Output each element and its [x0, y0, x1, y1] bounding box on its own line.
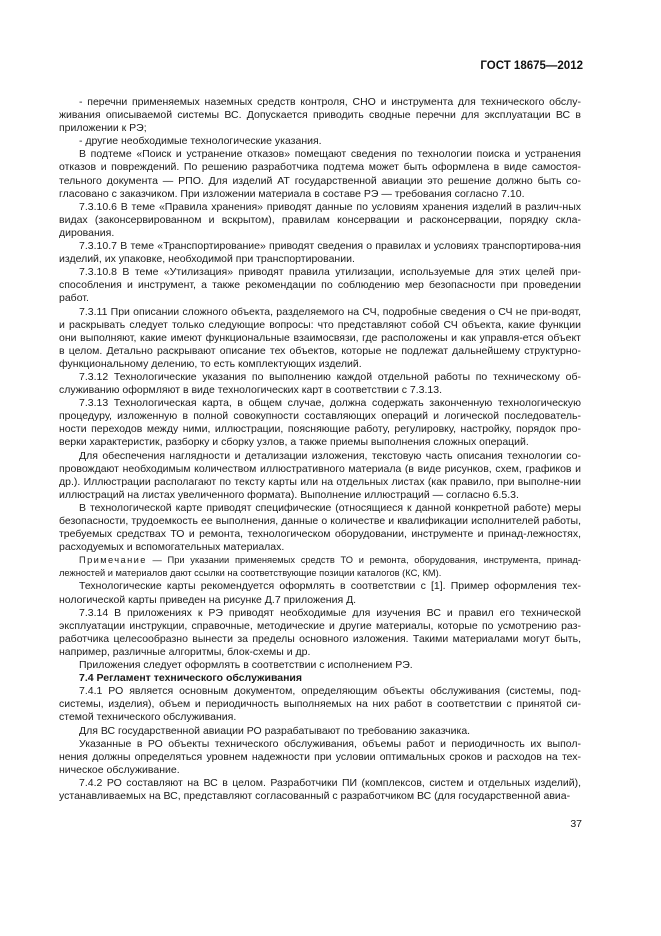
note-text: — При указании применяемых средств ТО и ремонта, оборудования, инструмента, принад-лежностей и материалов дают ссылки на соответствующие позиции каталогов (КС, КМ). [59, 555, 581, 579]
paragraph: Для обеспечения наглядности и детализации изложения, текстовую часть описания технологии со-провождают необходимым количеством иллюстративного материала (в виде рисунков, схем, графиков и др.). Иллюстрации располагают по тексту карты или на отдельных листах (как правило, при выполне-нии иллюстраций на листах увеличенного формата). Выполнение иллюстраций — согласно 6.5.3. [59, 449, 581, 501]
paragraph: 7.3.10.6 В теме «Правила хранения» приводят данные по условиям хранения изделий в различ-ных видах (законсервированном и вскрытом), правилам консервации и расконсервации, порядку скла-дирования. [59, 200, 581, 239]
paragraph: Указанные в РО объекты технического обслуживания, объемы работ и периодичность их выпол-нения должны определяться уровнем надежности при условии оптимальных сроков и расходов на тех-ническое обслуживание. [59, 737, 581, 776]
note-label: Примечание [79, 555, 147, 566]
paragraph: 7.4.1 РО является основным документом, определяющим объекты обслуживания (системы, под-системы, изделия), объем и периодичность выполняемых на них работ в соответствии с принятой си-стемой технического обслуживания. [59, 685, 581, 724]
paragraph: 7.3.14 В приложениях к РЭ приводят необходимые для изучения ВС и правил его технической эксплуатации инструкции, справочные, методические и другие материалы, которые по усмотрению раз-работчика целесообразно вынести за пределы основного изложения. Такими материалами могут быть, например, различные алгоритмы, блок-схемы и др. [59, 606, 581, 658]
paragraph: - другие необходимые технологические указания. [79, 135, 322, 148]
paragraph: В подтеме «Поиск и устранение отказов» помещают сведения по технологии поиска и устранения отказов и повреждений. По решению разработчика подтема может быть оформлена в виде самостоя-тельного документа — РПО. Для изделий АТ государственной авиации это решение должно быть со-гласовано с заказчиком. При изложении материала в составе РЭ — требования согласно 7.10. [59, 148, 581, 200]
paragraph: - перечни применяемых наземных средств контроля, СНО и инструмента для технического обслу-живания описываемой системы ВС. Допускается приводить сводные перечни для эксплуатации ВС в приложении к РЭ; [59, 96, 581, 135]
page-number: 37 [570, 818, 582, 830]
body-text [59, 96, 581, 803]
standard-header: ГОСТ 18675—2012 [480, 60, 583, 72]
note [59, 554, 581, 580]
paragraph: Приложения следует оформлять в соответствии с исполнением РЭ. [79, 659, 413, 672]
paragraph: В технологической карте приводят специфические (относящиеся к данной конкретной работе) меры безопасности, трудоемкость ее выполнения, данные о количестве и квалификации исполнителей работы, требуемых средствах ТО и ремонта, технологическом оборудовании, инструменте и принад-лежностях, расходуемых и вспомогательных материалах. [59, 501, 581, 554]
paragraph: 7.3.10.7 В теме «Транспортирование» приводят сведения о правилах и условиях транспортирова-ния изделий, их упаковке, необходимой при транспортировании. [59, 240, 581, 266]
paragraph: Технологические карты рекомендуется оформлять в соответствии с [1]. Пример оформления тех-нологической карты приведен на рисунке Д.7 приложения Д. [59, 580, 581, 606]
section-heading: 7.4 Регламент технического обслуживания [79, 672, 303, 685]
paragraph: 7.3.13 Технологическая карта, в общем случае, должна содержать законченную технологическую процедуру, изложенную в полной совокупности составляющих операций и логической последователь-ности переходов между ними, иллюстрации, поясняющие работу, регулировку, настройку, порядок про-верки характеристик, разборку и сборку узлов, а также приемы выполнения сложных операций. [59, 397, 581, 449]
paragraph: 7.4.2 РО составляют на ВС в целом. Разработчики ПИ (комплексов, систем и отдельных изделий), устанавливаемых на ВС, представляют согласованный с разработчиком ВС (для государственной авиа- [59, 776, 581, 802]
paragraph: Для ВС государственной авиации РО разрабатывают по требованию заказчика. [79, 724, 471, 737]
paragraph: 7.3.12 Технологические указания по выполнению каждой отдельной работы по техническому об-служиванию оформляют в виде технологических карт в соответствии с 7.3.13. [59, 370, 581, 397]
paragraph: 7.3.11 При описании сложного объекта, разделяемого на СЧ, подробные сведения о СЧ не при-водят, и раскрывать следует только следующие вопросы: что представляют собой СЧ объекта, какие функции они выполняют, какие имеют функциональные взаимосвязи, где расположены и как управля-ется объект в целом. Детально раскрывают описание тех объектов, которые не подлежат дальнейшему структурно-функциональному делению, то есть комплектующих изделий. [59, 305, 581, 370]
paragraph: 7.3.10.8 В теме «Утилизация» приводят правила утилизации, используемые для этих целей при-способления и инструмент, а также рекомендации по соблюдению мер безопасности при проведении работ. [59, 266, 581, 305]
